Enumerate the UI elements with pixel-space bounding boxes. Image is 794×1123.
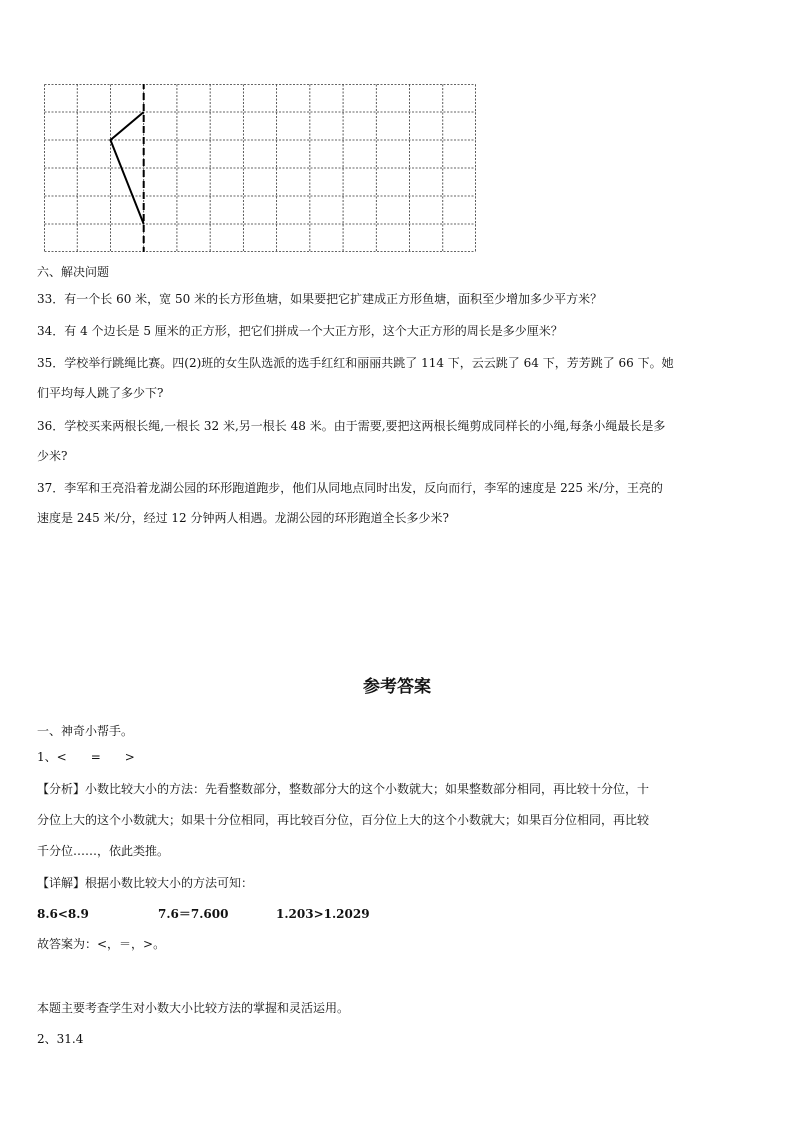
problem-33: 33．有一个长 60 米，宽 50 米的长方形鱼塘，如果要把它扩建成正方形鱼塘，面积至少增加多少平方米？ bbox=[37, 292, 603, 306]
problem-34: 34．有 4 个边长是 5 厘米的正方形，把它们拼成一个大正方形，这个大正方形的周长是多少厘米？ bbox=[37, 324, 563, 338]
problem-35-line1: 35．学校举行跳绳比赛。四(2)班的女生队选派的选手红红和丽丽共跳了 114 下，云云跳了 64 下，芳芳跳了 66 下。她 bbox=[37, 356, 674, 370]
grid-lines bbox=[45, 85, 476, 252]
answers-section1-heading: 一、神奇小帮手。 bbox=[37, 724, 134, 738]
answer-1: 1、< = > bbox=[37, 750, 135, 764]
summary-line: 本题主要考查学生对小数大小比较方法的掌握和灵活运用。 bbox=[37, 1001, 350, 1015]
problem-36-line1: 36．学校买来两根长绳,一根长 32 米,另一根长 48 米。由于需要,要把这两根长绳剪成同样长的小绳,每条小绳最长是多 bbox=[37, 419, 666, 433]
problem-37-line2: 速度是 245 米/分，经过 12 分钟两人相遇。龙湖公园的环形跑道全长多少米? bbox=[37, 511, 449, 525]
problem-36-line2: 少米? bbox=[37, 449, 68, 463]
answer-2: 2、31.4 bbox=[37, 1032, 84, 1046]
analysis-line1: 【分析】小数比较大小的方法：先看整数部分，整数部分大的这个小数就大；如果整数部分相同，再比较十分位，十 bbox=[37, 782, 650, 796]
problem-35-line2: 们平均每人跳了多少下? bbox=[37, 386, 164, 400]
comparison-1: 8.6<8.9 bbox=[37, 907, 89, 921]
problem-37-line1: 37．李军和王亮沿着龙湖公园的环形跑道跑步，他们从同地点同时出发，反向而行，李军的速度是 225 米/分，王亮的 bbox=[37, 481, 663, 495]
section6-heading: 六、解决问题 bbox=[37, 265, 110, 279]
analysis-line3: 千分位……，依此类推。 bbox=[37, 844, 170, 858]
analysis-line2: 分位上大的这个小数就大；如果十分位相同，再比较百分位，百分位上大的这个小数就大；如果百分位相同，再比较 bbox=[37, 813, 650, 827]
conclusion-line: 故答案为：<，＝，>。 bbox=[37, 937, 166, 951]
answers-title: 参考答案 bbox=[363, 677, 431, 697]
grid-figure bbox=[44, 84, 476, 252]
comparison-3: 1.203>1.2029 bbox=[276, 907, 370, 921]
detail-line: 【详解】根据小数比较大小的方法可知： bbox=[37, 876, 254, 890]
comparison-2: 7.6＝7.600 bbox=[158, 907, 229, 921]
